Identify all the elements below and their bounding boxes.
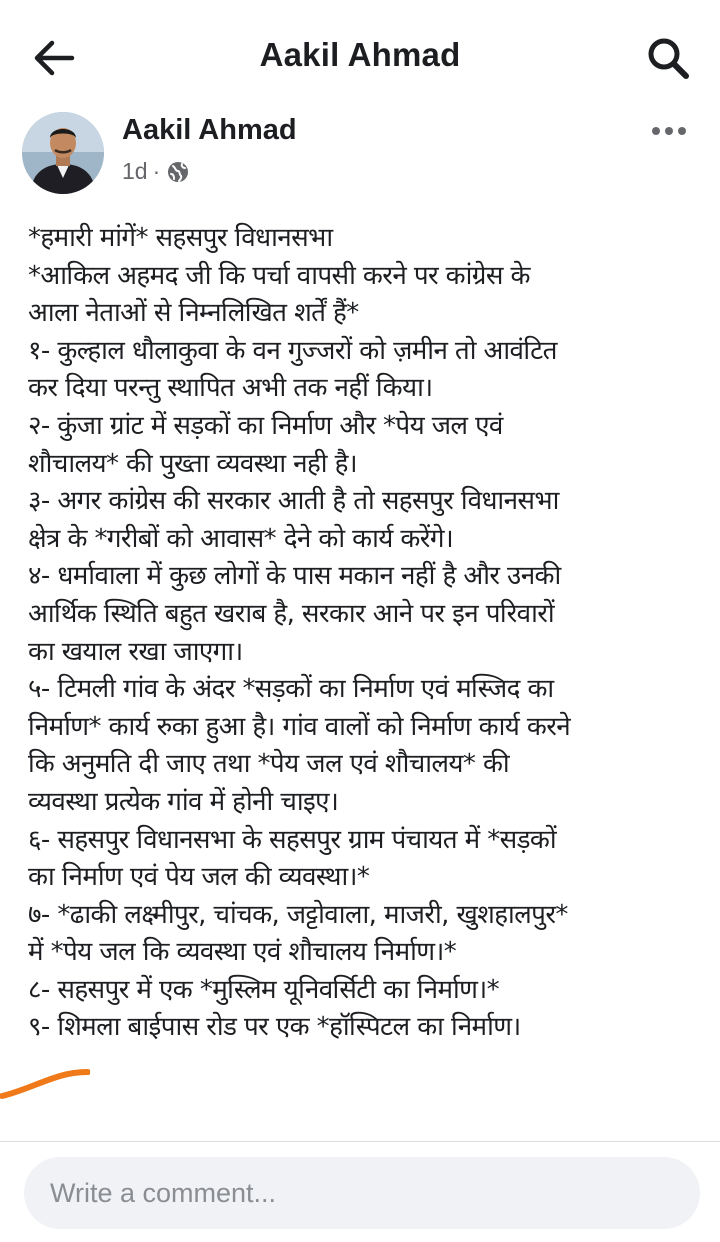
more-options-button[interactable] (644, 116, 694, 146)
post-text-line: का खयाल रखा जाएगा। (28, 636, 243, 667)
post-text-line: में *पेय जल कि व्यवस्था एवं शौचालय निर्माण।* (28, 937, 457, 968)
search-button[interactable] (638, 28, 698, 88)
post-text-line: ५- टिमली गांव के अंदर *सड़कों का निर्माण एवं मस्जिद का (28, 674, 554, 705)
post-text-line: आर्थिक स्थिति बहुत खराब है, सरकार आने पर इन परिवारों (28, 598, 555, 629)
post-text-line: शौचालय* की पुख्ता व्यवस्था नही है। (28, 448, 358, 479)
post-text-line: ९- शिमला बाईपास रोड पर एक *हॉस्पिटल का निर्माण। (28, 1012, 521, 1043)
post-text-line: व्यवस्था प्रत्येक गांव में होनी चाइए। (28, 786, 339, 817)
post-text (28, 220, 708, 1140)
search-icon (646, 36, 690, 80)
profile-photo-icon (22, 112, 104, 194)
page-title: Aakil Ahmad (259, 36, 461, 73)
post-text-line: आला नेताओं से निम्नलिखित शर्तें हैं* (28, 298, 359, 329)
globe-icon (166, 160, 190, 184)
post-text-line: का निर्माण एवं पेय जल की व्यवस्था।* (28, 862, 370, 893)
post-text-line: १- कुल्हाल धौलाकुवा के वन गुज्जरों को ज़मीन तो आवंटित (28, 335, 557, 366)
post-text-line: ७- *ढाकी लक्ष्मीपुर, चांचक, जट्टोवाला, माजरी, खुशहालपुर* (28, 899, 568, 930)
post-header (0, 112, 720, 204)
comment-input[interactable]: Write a comment... (50, 1177, 277, 1208)
post-text-line: निर्माण* कार्य रुका हुआ है। गांव वालों को निर्माण कार्य करने (28, 711, 571, 742)
post-text-line: कि अनुमति दी जाए तथा *पेय जल एवं शौचालय* की (28, 749, 510, 780)
meta-separator: · (152, 158, 161, 184)
post-author-name[interactable]: Aakil Ahmad (122, 114, 297, 146)
post-text-line: ४- धर्मावाला में कुछ लोगों के पास मकान नहीं है और उनकी (28, 561, 561, 592)
more-dots-icon (651, 126, 687, 136)
post-text-line: क्षेत्र के *गरीबों को आवास* देने को कार्य करेंगे। (28, 523, 454, 554)
avatar[interactable] (22, 112, 104, 194)
comment-box[interactable] (24, 1157, 700, 1229)
post-meta (122, 158, 190, 185)
post-text-line: ३- अगर कांग्रेस की सरकार आती है तो सहसपुर विधानसभा (28, 486, 559, 517)
post-text-line: *आकिल अहमद जी कि पर्चा वापसी करने पर कांग्रेस के (28, 260, 530, 291)
post-text-line: ८- सहसपुर में एक *मुस्लिम यूनिवर्सिटी का निर्माण।* (28, 974, 500, 1005)
post-text-line: कर दिया परन्तु स्थापित अभी तक नहीं किया। (28, 373, 433, 404)
post-text-line: *हमारी मांगें* सहसपुर विधानसभा (28, 223, 333, 253)
divider (0, 1141, 720, 1142)
top-app-bar (0, 0, 720, 112)
post-text-line: ६- सहसपुर विधानसभा के सहसपुर ग्राम पंचायत में *सड़कों (28, 824, 557, 855)
post-time[interactable]: 1d (122, 158, 148, 184)
post-text-line: २- कुंजा ग्रांट में सड़कों का निर्माण और *पेय जल एवं (28, 410, 503, 441)
